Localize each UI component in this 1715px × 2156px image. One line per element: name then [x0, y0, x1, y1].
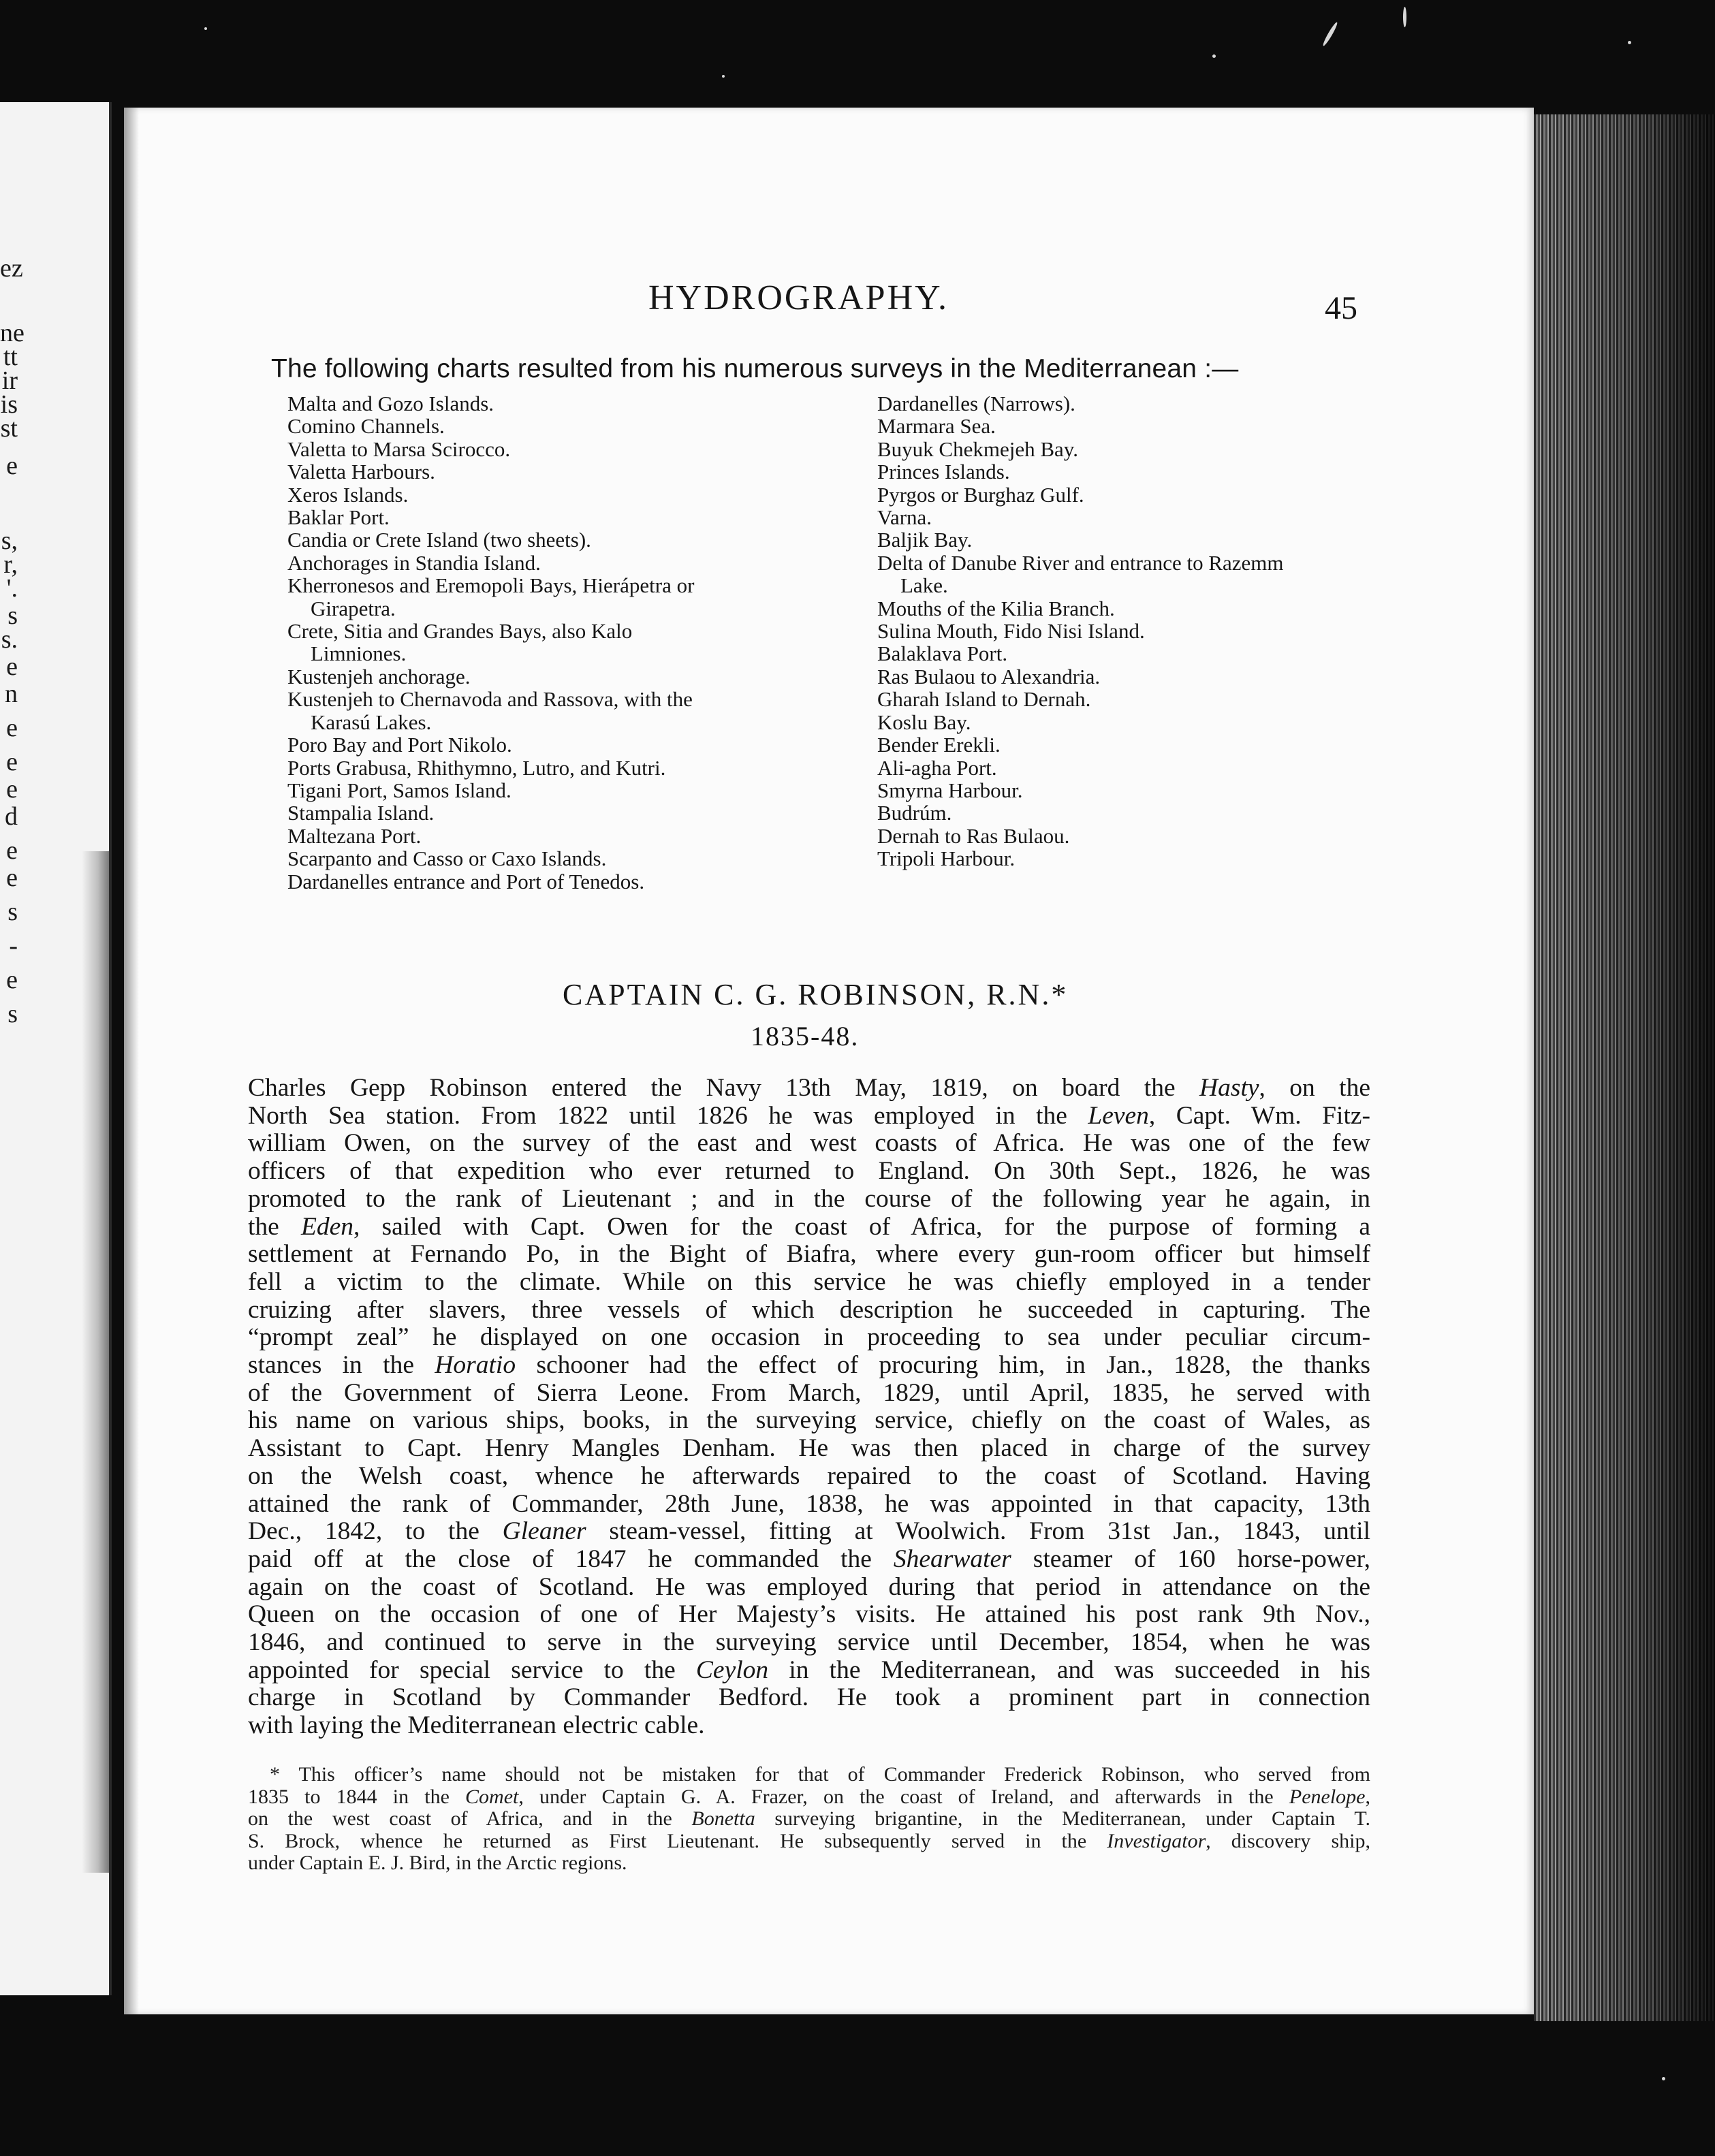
page-number: 45 [1325, 290, 1357, 326]
chart-item-text: Maltezana Port. [287, 823, 422, 848]
chart-list-item [287, 415, 694, 437]
chart-item-text: Baljik Bay. [877, 528, 973, 552]
dust-speck [204, 27, 207, 30]
running-head: HYDROGRAPHY. [648, 279, 949, 317]
chart-item-text: Buyuk Chekmejeh Bay. [877, 437, 1079, 461]
dust-speck [1321, 21, 1338, 47]
body-text-line: paid off at the close of 1847 he commanded the Shearwater steamer of 160 horse-power, [248, 1544, 1370, 1573]
body-text-line: Dec., 1842, to the Gleaner steam-vessel, fitting at Woolwich. From 31st Jan., 1843, until [248, 1517, 1370, 1546]
left-page-text-fragment: s. [1, 625, 18, 654]
chart-list-item [287, 438, 694, 460]
chart-item-text: Anchorages in Standia Island. [287, 550, 541, 575]
left-page-text-fragment: s [7, 601, 18, 630]
body-text-line: 1846, and continued to serve in the surveying service until December, 1854, when he was [248, 1628, 1370, 1657]
chart-item-text: Ports Grabusa, Rhithymno, Lutro, and Kutri. [287, 755, 666, 780]
chart-item-text: Candia or Crete Island (two sheets). [287, 528, 591, 552]
chart-item-text: Dardanelles entrance and Port of Tenedos. [287, 869, 645, 893]
left-page-text-fragment: - [9, 932, 18, 960]
chart-item-text: Dardanelles (Narrows). [877, 392, 1075, 415]
left-page-text-fragment: n [5, 680, 18, 708]
chart-item-text: Tripoli Harbour. [877, 846, 1016, 871]
chart-list-item [877, 642, 1284, 665]
left-page-text-fragment: st [0, 414, 18, 443]
chart-item-text: Poro Bay and Port Nikolo. [287, 733, 512, 757]
body-text-line: cruizing after slavers, three vessels of which description he succeeded in capturing. The [248, 1295, 1370, 1324]
chart-item-text: Valetta Harbours. [287, 460, 435, 484]
chart-item-text: Tigani Port, Samos Island. [287, 778, 512, 802]
body-text-line: promoted to the rank of Lieutenant ; and in the course of the following year he again, in [248, 1184, 1370, 1213]
left-page-text-fragment: e [6, 652, 18, 681]
chart-item-text: Smyrna Harbour. [877, 778, 1023, 802]
left-page-text-fragment: d [5, 802, 18, 831]
chart-list-item [287, 665, 694, 688]
chart-item-text: Kustenjeh to Chernavoda and Rassova, with the [287, 687, 693, 712]
chart-list-item [287, 779, 694, 802]
left-page-text-fragment: e [6, 451, 18, 480]
left-page-text-fragment: ir [1, 366, 18, 395]
chart-list-item [877, 825, 1284, 847]
chart-item-text: Mouths of the Kilia Branch. [877, 596, 1115, 620]
body-text-line: with laying the Mediterranean electric cable. [248, 1711, 705, 1740]
chart-item-text: Delta of Danube River and entrance to Razemm [877, 550, 1284, 575]
section-dates: 1835-48. [751, 1021, 860, 1051]
chart-item-continuation: Karasú Lakes. [311, 710, 432, 734]
chart-item-text: Stampalia Island. [287, 801, 435, 825]
body-text-line: officers of that expedition who ever returned to England. On 30th Sept., 1826, he was [248, 1157, 1370, 1186]
chart-item-text: Sulina Mouth, Fido Nisi Island. [877, 619, 1145, 644]
chart-list-item [877, 665, 1284, 688]
left-page-text-fragment: e [6, 775, 18, 804]
body-text-line: of the Government of Sierra Leone. From March, 1829, until April, 1835, he served with [248, 1378, 1370, 1407]
chart-list-item [287, 620, 694, 665]
chart-item-text: Varna. [877, 505, 932, 530]
dust-speck [1662, 2077, 1665, 2080]
body-text-line: Charles Gepp Robinson entered the Navy 13th May, 1819, on board the Hasty, on the [248, 1074, 1370, 1102]
left-page-text-fragment: is [0, 390, 18, 419]
book-edge-shade [1534, 114, 1715, 2021]
chart-list-item [877, 802, 1284, 824]
left-page-text-fragment: e [6, 836, 18, 865]
left-page-text-fragment: ez [0, 254, 23, 283]
chart-list-item [877, 506, 1284, 528]
chart-list-item [287, 802, 694, 824]
footnote-line: S. Brock, whence he returned as First Lieutenant. He subsequently served in the Investigator, discovery ship, [248, 1829, 1370, 1852]
chart-list-item [287, 733, 694, 756]
chart-item-continuation: Lake. [900, 573, 948, 598]
footnote [248, 1764, 1370, 1875]
chart-list-item [287, 757, 694, 779]
footnote-line: * This officer’s name should not be mistaken for that of Commander Frederick Robinson, who served from [270, 1763, 1370, 1786]
footnote-line: under Captain E. J. Bird, in the Arctic regions. [248, 1852, 627, 1874]
body-text-line: stances in the Horatio schooner had the effect of procuring him, in Jan., 1828, the thanks [248, 1351, 1370, 1380]
left-page-text-fragment: e [6, 863, 18, 892]
chart-item-text: Kustenjeh anchorage. [287, 664, 471, 688]
chart-list-item [877, 847, 1284, 870]
biography-text [248, 1075, 1370, 1740]
body-text-line: Queen on the occasion of one of Her Majesty’s visits. He attained his post rank 9th Nov., [248, 1600, 1370, 1629]
left-page-text-fragment: s, [1, 526, 18, 555]
body-text-line: fell a victim to the climate. While on this service he was chiefly employed in a tender [248, 1267, 1370, 1296]
left-page-text-fragment: s [7, 898, 18, 926]
chart-item-text: Malta and Gozo Islands. [287, 392, 494, 415]
footnote-line: on the west coast of Africa, and in the Bonetta surveying brigantine, in the Mediterranean, under Captain T. [248, 1807, 1370, 1830]
chart-list-item [287, 392, 694, 415]
footnote-line: 1835 to 1844 in the Comet, under Captain G. A. Frazer, on the coast of Ireland, and afterwards in the Penelope, [248, 1785, 1370, 1808]
body-text-line: settlement at Fernando Po, in the Bight of Biafra, where every gun-room officer but himself [248, 1240, 1370, 1269]
chart-item-text: Xeros Islands. [287, 482, 409, 507]
dust-speck [722, 75, 725, 78]
left-page-text-fragment: e [6, 714, 18, 742]
chart-list-right [877, 392, 1284, 870]
left-page-text-fragment: e [6, 966, 18, 994]
chart-item-text: Scarpanto and Casso or Caxo Islands. [287, 846, 607, 871]
chart-list-item [877, 460, 1284, 483]
body-text-line: again on the coast of Scotland. He was employed during that period in attendance on the [248, 1572, 1370, 1601]
dust-speck [1403, 7, 1406, 27]
chart-list-item [877, 528, 1284, 551]
chart-list-item [877, 483, 1284, 506]
body-text-line: on the Welsh coast, whence he afterwards repaired to the coast of Scotland. Having [248, 1461, 1370, 1490]
chart-list-item [877, 392, 1284, 415]
chart-list-item [287, 825, 694, 847]
chart-item-text: Comino Channels. [287, 414, 445, 439]
page-fold-shadow [124, 108, 139, 2014]
chart-list-item [877, 415, 1284, 437]
charts-intro: The following charts resulted from his numerous surveys in the Mediterranean :— [271, 354, 1239, 383]
left-page-text-fragment: e [6, 748, 18, 776]
dust-speck [1628, 41, 1631, 44]
left-page-text-fragment: tt [3, 343, 18, 371]
body-text-line: his name on various ships, books, in the surveying service, chiefly on the coast of Wales, as [248, 1406, 1370, 1435]
chart-item-continuation: Girapetra. [311, 596, 396, 620]
left-page-text-fragment: r, [3, 550, 18, 579]
chart-item-text: Bender Erekli. [877, 733, 1001, 757]
chart-list-item [287, 847, 694, 870]
chart-item-text: Koslu Bay. [877, 710, 971, 734]
chart-list-item [287, 574, 694, 620]
left-page-text-fragment: '. [6, 574, 18, 603]
chart-list-item [877, 757, 1284, 779]
chart-list-item [287, 552, 694, 574]
chart-item-text: Ras Bulaou to Alexandria. [877, 664, 1101, 688]
chart-list-item [877, 733, 1284, 756]
body-text-line: charge in Scotland by Commander Bedford. He took a prominent part in connection [248, 1683, 1370, 1712]
chart-item-text: Budrúm. [877, 801, 952, 825]
left-page-text-fragment: ne [0, 319, 25, 347]
chart-list-item [287, 528, 694, 551]
chart-item-text: Crete, Sitia and Grandes Bays, also Kalo [287, 619, 633, 644]
chart-list-item [287, 506, 694, 528]
chart-item-text: Gharah Island to Dernah. [877, 687, 1091, 712]
chart-list-item [877, 779, 1284, 802]
chart-list-item [877, 552, 1284, 597]
chart-list-left [287, 392, 694, 893]
chart-list-item [877, 438, 1284, 460]
chart-list-item [287, 460, 694, 483]
chart-item-continuation: Limniones. [311, 641, 407, 666]
chart-item-text: Pyrgos or Burghaz Gulf. [877, 482, 1084, 507]
chart-list-item [877, 597, 1284, 620]
chart-list-item [287, 483, 694, 506]
left-page-gutter [82, 851, 109, 1873]
chart-item-text: Balaklava Port. [877, 641, 1008, 666]
chart-item-text: Kherronesos and Eremopoli Bays, Hierápetra or [287, 573, 695, 598]
chart-list-item [877, 620, 1284, 642]
body-text-line: william Owen, on the survey of the east and west coasts of Africa. He was one of the few [248, 1129, 1370, 1158]
chart-list-item [287, 870, 694, 893]
chart-list-item [287, 688, 694, 733]
body-text-line: attained the rank of Commander, 28th June, 1838, he was appointed in that capacity, 13th [248, 1489, 1370, 1518]
chart-item-text: Ali-agha Port. [877, 755, 997, 780]
chart-item-text: Valetta to Marsa Scirocco. [287, 437, 511, 461]
chart-item-text: Baklar Port. [287, 505, 390, 530]
section-title: CAPTAIN C. G. ROBINSON, R.N.* [563, 978, 1069, 1011]
left-page-text-fragment: s [7, 1000, 18, 1028]
chart-list-item [877, 711, 1284, 733]
chart-item-text: Princes Islands. [877, 460, 1010, 484]
chart-list-item [877, 688, 1284, 710]
body-text-line: the Eden, sailed with Capt. Owen for the coast of Africa, for the purpose of forming a [248, 1212, 1370, 1241]
body-text-line: North Sea station. From 1822 until 1826 he was employed in the Leven, Capt. Wm. Fitz- [248, 1101, 1370, 1130]
chart-item-text: Marmara Sea. [877, 414, 996, 439]
chart-item-text: Dernah to Ras Bulaou. [877, 823, 1070, 848]
dust-speck [1212, 54, 1216, 58]
body-text-line: appointed for special service to the Ceylon in the Mediterranean, and was succeeded in his [248, 1655, 1370, 1684]
body-text-line: “prompt zeal” he displayed on one occasion in proceeding to sea under peculiar circum- [248, 1323, 1370, 1352]
body-text-line: Assistant to Capt. Henry Mangles Denham. He was then placed in charge of the survey [248, 1434, 1370, 1463]
